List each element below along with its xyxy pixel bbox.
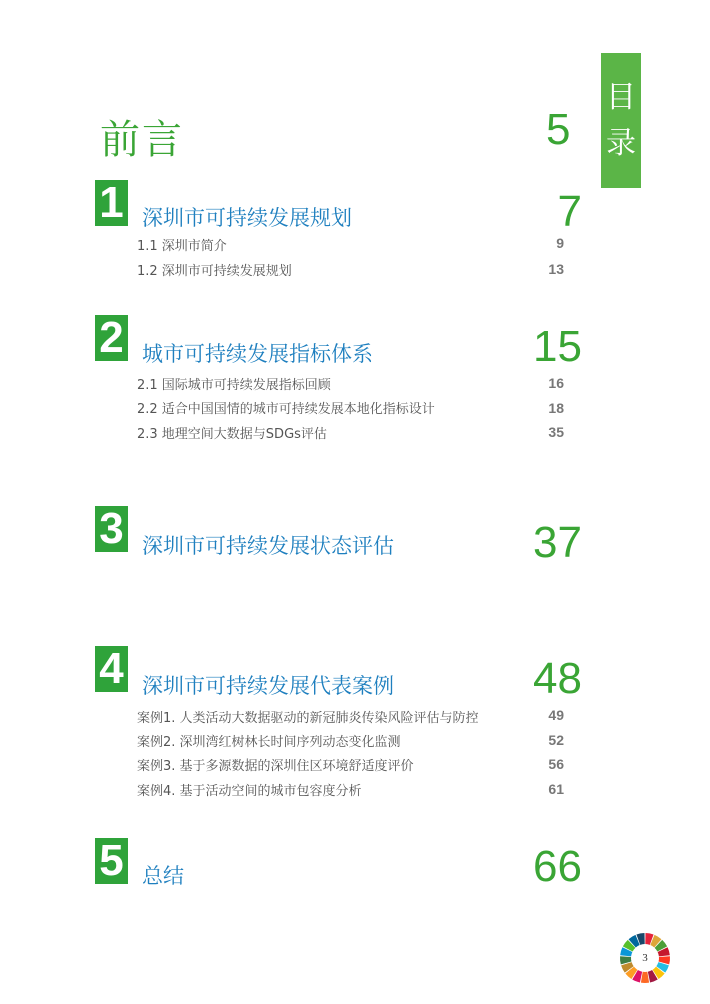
preface-title[interactable]: 前言 xyxy=(100,117,184,163)
tab-char-1: 目 xyxy=(606,79,636,115)
chapter-title-3[interactable]: 深圳市可持续发展状态评估 xyxy=(142,534,394,558)
chapter-page-1: 7 xyxy=(557,187,582,236)
preface-page: 5 xyxy=(546,105,571,154)
chapter-number-4: 4 xyxy=(95,646,128,692)
chapter-page-2: 15 xyxy=(533,322,582,371)
sub-page-2-1: 16 xyxy=(548,375,564,391)
sub-item-2-2[interactable]: 2.2 适合中国国情的城市可持续发展本地化指标设计 xyxy=(137,402,435,417)
chapter-number-2: 2 xyxy=(95,315,128,361)
chapter-title-4[interactable]: 深圳市可持续发展代表案例 xyxy=(142,674,394,698)
chapter-title-1[interactable]: 深圳市可持续发展规划 xyxy=(142,206,352,230)
toc-tab xyxy=(601,53,641,188)
chapter-number-3: 3 xyxy=(95,506,128,552)
page-number: 3 xyxy=(642,952,648,964)
sub-page-4-4: 61 xyxy=(548,781,564,797)
sub-page-4-2: 52 xyxy=(548,732,564,748)
chapter-page-3: 37 xyxy=(533,518,582,567)
sub-page-1-1: 9 xyxy=(556,235,564,251)
sub-page-1-2: 13 xyxy=(548,261,564,277)
chapter-page-5: 66 xyxy=(533,842,582,891)
tab-char-2: 录 xyxy=(606,125,636,161)
sub-item-1-1[interactable]: 1.1 深圳市简介 xyxy=(137,239,227,254)
sub-item-4-1[interactable]: 案例1. 人类活动大数据驱动的新冠肺炎传染风险评估与防控 xyxy=(137,711,479,726)
sub-item-4-4[interactable]: 案例4. 基于活动空间的城市包容度分析 xyxy=(137,784,362,799)
chapter-number-5: 5 xyxy=(95,838,128,884)
sub-page-2-3: 35 xyxy=(548,424,564,440)
sub-item-2-1[interactable]: 2.1 国际城市可持续发展指标回顾 xyxy=(137,378,331,393)
sub-item-2-3[interactable]: 2.3 地理空间大数据与SDGs评估 xyxy=(137,427,327,442)
sub-page-2-2: 18 xyxy=(548,400,564,416)
sub-page-4-1: 49 xyxy=(548,707,564,723)
chapter-title-2[interactable]: 城市可持续发展指标体系 xyxy=(142,342,373,366)
sub-item-4-3[interactable]: 案例3. 基于多源数据的深圳住区环境舒适度评价 xyxy=(137,759,414,774)
chapter-title-5[interactable]: 总结 xyxy=(142,864,184,888)
chapter-page-4: 48 xyxy=(533,654,582,703)
sub-page-4-3: 56 xyxy=(548,756,564,772)
chapter-number-1: 1 xyxy=(95,180,128,226)
sub-item-1-2[interactable]: 1.2 深圳市可持续发展规划 xyxy=(137,264,292,279)
sub-item-4-2[interactable]: 案例2. 深圳湾红树林长时间序列动态变化监测 xyxy=(137,735,401,750)
